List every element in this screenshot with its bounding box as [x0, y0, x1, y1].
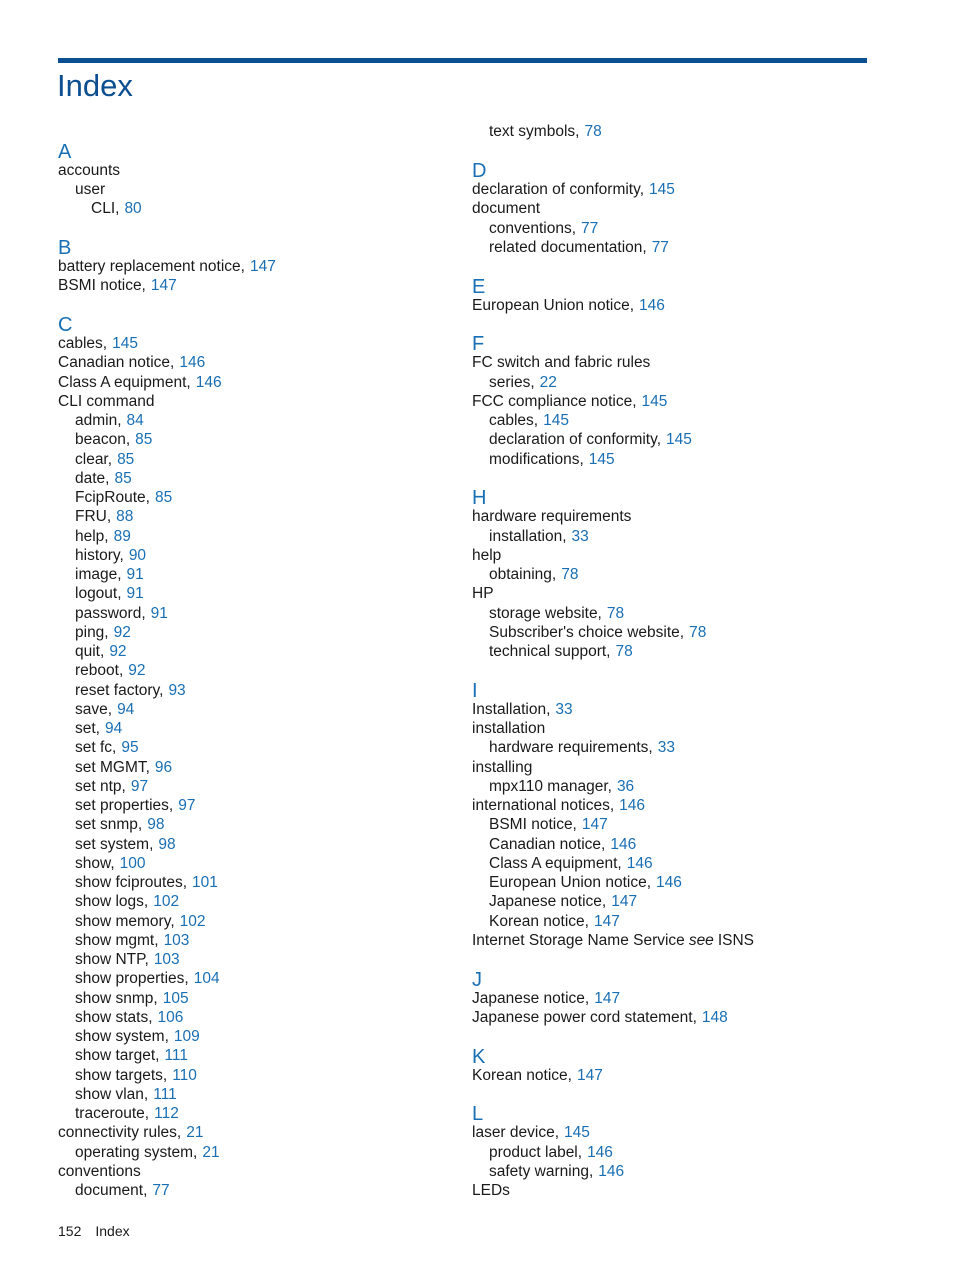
index-entry: [75, 931, 189, 951]
page-link[interactable]: 80: [124, 200, 142, 217]
index-entry: [472, 584, 494, 604]
index-entry: [489, 430, 692, 450]
index-entry: [472, 758, 532, 778]
page-link[interactable]: 147: [611, 893, 638, 910]
index-entry: [75, 815, 164, 835]
index-entry: [75, 681, 186, 701]
page-link[interactable]: 145: [641, 393, 668, 410]
page-link[interactable]: 111: [153, 1086, 177, 1103]
index-entry: [75, 1104, 179, 1124]
index-entry: [489, 912, 620, 932]
index-entry: [489, 873, 682, 893]
index-entry: [75, 1027, 200, 1047]
page-link[interactable]: 147: [576, 1067, 603, 1084]
index-term: user: [75, 181, 106, 198]
index-entry: [489, 1143, 613, 1163]
index-entry: [472, 392, 667, 412]
index-entry: [75, 507, 133, 527]
page-link[interactable]: 98: [158, 836, 176, 853]
page-link[interactable]: 101: [192, 874, 218, 891]
index-term: show,: [75, 855, 115, 872]
page-link[interactable]: 78: [689, 624, 707, 641]
index-term: safety warning,: [489, 1163, 594, 1180]
index-term: cables,: [58, 335, 108, 352]
page-link[interactable]: 105: [162, 990, 189, 1007]
index-term: beacon,: [75, 431, 131, 448]
page-link[interactable]: 104: [193, 970, 220, 987]
page-link[interactable]: 146: [656, 874, 682, 891]
index-letter-heading: D: [472, 160, 487, 182]
index-term: document,: [75, 1182, 148, 1199]
page-link[interactable]: 21: [202, 1144, 220, 1161]
index-term: clear,: [75, 451, 113, 468]
page-title: Index: [57, 68, 133, 103]
index-term: ping,: [75, 624, 109, 641]
index-term: installation: [472, 720, 546, 737]
index-term: help,: [75, 528, 109, 545]
page-link[interactable]: 94: [117, 701, 135, 718]
index-term: operating system,: [75, 1144, 198, 1161]
index-term: show target,: [75, 1047, 160, 1064]
index-term: declaration of conformity,: [472, 181, 645, 198]
index-term: show NTP,: [75, 951, 149, 968]
index-term: text symbols,: [489, 123, 580, 140]
index-entry: [489, 604, 624, 624]
index-entry: [75, 1143, 220, 1163]
page-link[interactable]: 110: [172, 1067, 197, 1084]
index-term: FRU,: [75, 508, 112, 525]
index-term: show stats,: [75, 1009, 153, 1026]
index-term: conventions: [58, 1163, 141, 1180]
page-link[interactable]: 85: [117, 451, 135, 468]
index-entry: [75, 565, 144, 585]
index-entry: [58, 257, 276, 277]
index-entry: [75, 604, 168, 624]
index-entry: [58, 373, 222, 393]
index-entry: [75, 642, 127, 662]
index-entry: [472, 1066, 603, 1086]
page-link[interactable]: 77: [651, 239, 669, 256]
index-term: Class A equipment,: [489, 855, 622, 872]
page-link[interactable]: 145: [564, 1124, 590, 1141]
index-term: conventions,: [489, 220, 577, 237]
index-entry: [489, 565, 578, 585]
index-term: obtaining,: [489, 566, 557, 583]
index-term: Japanese power cord statement,: [472, 1009, 697, 1026]
index-term: set properties,: [75, 797, 174, 814]
index-term: show snmp,: [75, 990, 158, 1007]
index-term: show fciproutes,: [75, 874, 187, 891]
index-letter-heading: J: [472, 969, 482, 991]
index-letter-heading: L: [472, 1103, 484, 1125]
index-term: show mgmt,: [75, 932, 159, 949]
page-link[interactable]: 145: [649, 181, 675, 198]
page-link[interactable]: 94: [104, 720, 123, 737]
index-entry: [75, 777, 148, 797]
index-entry: [75, 873, 218, 893]
index-letter-heading: K: [472, 1046, 486, 1068]
index-letter-heading: F: [472, 333, 485, 355]
index-letter-heading: A: [58, 141, 72, 163]
index-term: connectivity rules,: [58, 1124, 182, 1141]
index-entry: [472, 353, 650, 373]
index-entry: [75, 892, 179, 912]
index-entry: [472, 296, 665, 316]
index-entry: [75, 1046, 188, 1066]
see-reference-word: see: [688, 932, 714, 949]
index-entry: [75, 584, 144, 604]
index-entry: [489, 835, 636, 855]
page-link[interactable]: 147: [593, 913, 620, 930]
index-entry: [489, 815, 608, 835]
page-link[interactable]: 111: [164, 1047, 188, 1064]
index-term: European Union notice,: [472, 297, 635, 314]
index-term: FC switch and fabric rules: [472, 354, 651, 371]
index-entry: [489, 219, 598, 239]
index-entry: [75, 527, 131, 547]
index-term: LEDs: [472, 1182, 510, 1199]
index-term: laser device,: [472, 1124, 560, 1141]
index-term: declaration of conformity,: [489, 431, 662, 448]
index-term: show targets,: [75, 1067, 168, 1084]
page-link[interactable]: 145: [112, 335, 138, 352]
page-link[interactable]: 33: [571, 528, 589, 545]
index-term: CLI command: [58, 393, 155, 410]
index-term: international notices,: [472, 797, 615, 814]
page-link[interactable]: 145: [588, 451, 615, 468]
index-term: Subscriber's choice website,: [489, 624, 685, 641]
index-term: show vlan,: [75, 1086, 149, 1103]
index-entry: [75, 411, 144, 431]
index-letter-heading: I: [472, 680, 478, 702]
page-link[interactable]: 102: [179, 913, 206, 930]
page-link[interactable]: 145: [666, 431, 692, 448]
page-link[interactable]: 148: [701, 1009, 728, 1026]
index-entry: [75, 1008, 183, 1028]
index-term: HP: [472, 585, 494, 602]
see-reference-target: ISNS: [717, 932, 754, 949]
index-term: image,: [75, 566, 122, 583]
index-entry: [75, 738, 139, 758]
index-entry: [489, 854, 653, 874]
index-entry: [489, 527, 589, 547]
index-term: storage website,: [489, 605, 602, 622]
page-link[interactable]: 95: [121, 739, 139, 756]
index-term: hardware requirements,: [489, 739, 653, 756]
index-entry: [472, 1181, 510, 1201]
index-entry: [75, 1066, 197, 1086]
index-entry: [75, 488, 172, 508]
index-term: quit,: [75, 643, 105, 660]
index-term: series,: [489, 374, 535, 391]
page-link[interactable]: 78: [606, 605, 625, 622]
index-term: set fc,: [75, 739, 117, 756]
page-link[interactable]: 102: [153, 893, 180, 910]
page-link[interactable]: 98: [147, 816, 165, 833]
index-term: related documentation,: [489, 239, 647, 256]
index-entry: [58, 1162, 141, 1182]
index-term: accounts: [58, 162, 121, 179]
page-link[interactable]: 88: [116, 508, 134, 525]
index-term: set ntp,: [75, 778, 126, 795]
index-term: show logs,: [75, 893, 149, 910]
index-entry: [91, 199, 142, 219]
page-link[interactable]: 22: [539, 374, 557, 391]
index-term: European Union notice,: [489, 874, 652, 891]
page-link[interactable]: 146: [195, 374, 222, 391]
index-entry: [472, 1008, 728, 1028]
index-term: reboot,: [75, 662, 124, 679]
index-entry: [75, 1085, 177, 1105]
index-term: installation,: [489, 528, 567, 545]
page-link[interactable]: 21: [186, 1124, 204, 1141]
page-link[interactable]: 78: [561, 566, 579, 583]
page-link[interactable]: 78: [584, 123, 602, 140]
index-term: Korean notice,: [472, 1067, 572, 1084]
index-term: history,: [75, 547, 124, 564]
index-entry: [75, 912, 206, 932]
index-entry: [472, 700, 573, 720]
index-entry: [75, 854, 146, 874]
index-entry: [75, 450, 134, 470]
page-footer: [58, 1222, 130, 1240]
index-entry: [58, 334, 138, 354]
index-entry: [489, 777, 634, 797]
page-link[interactable]: 33: [555, 701, 573, 718]
page-link[interactable]: 97: [130, 778, 149, 795]
index-entry: [472, 989, 620, 1009]
index-term: installing: [472, 759, 533, 776]
index-term: set system,: [75, 836, 154, 853]
index-term: technical support,: [489, 643, 611, 660]
index-entry: [75, 969, 220, 989]
index-entry: [75, 719, 122, 739]
index-term: BSMI notice,: [489, 816, 577, 833]
index-term: password,: [75, 605, 146, 622]
index-term: Canadian notice,: [58, 354, 175, 371]
index-term: show memory,: [75, 913, 175, 930]
index-entry: [75, 180, 105, 200]
index-entry: [75, 546, 146, 566]
index-entry: [75, 623, 131, 643]
page-link[interactable]: 77: [152, 1182, 170, 1199]
index-entry: [472, 796, 645, 816]
index-term: date,: [75, 470, 110, 487]
page-link[interactable]: 92: [109, 643, 127, 660]
index-entry: [489, 238, 669, 258]
index-term: FCC compliance notice,: [472, 393, 637, 410]
index-term: BSMI notice,: [58, 277, 146, 294]
index-entry: [58, 276, 177, 296]
page-link[interactable]: 146: [179, 354, 206, 371]
index-entry: [472, 546, 501, 566]
index-entry: [75, 430, 152, 450]
footer-page-number: 152: [58, 1223, 82, 1239]
index-term: save,: [75, 701, 113, 718]
page-link[interactable]: 91: [126, 585, 144, 602]
page-link[interactable]: 146: [626, 855, 653, 872]
index-entry: [472, 199, 540, 219]
page-link[interactable]: 146: [639, 297, 665, 314]
index-entry: [472, 931, 754, 951]
page-link[interactable]: 89: [113, 528, 131, 545]
index-term: Japanese notice,: [472, 990, 590, 1007]
index-term: set,: [75, 720, 100, 737]
page-link[interactable]: 93: [168, 682, 186, 699]
index-term: help: [472, 547, 502, 564]
index-entry: [75, 796, 195, 816]
page-link[interactable]: 92: [113, 624, 131, 641]
index-entry: [75, 700, 134, 720]
index-entry: [489, 738, 675, 758]
index-letter-heading: C: [58, 314, 73, 336]
index-term: traceroute,: [75, 1105, 150, 1122]
page-link[interactable]: 103: [163, 932, 190, 949]
index-entry: [489, 122, 602, 142]
index-entry: [489, 411, 569, 431]
page-link[interactable]: 147: [594, 990, 621, 1007]
index-entry: [75, 989, 189, 1009]
page-link[interactable]: 97: [178, 797, 196, 814]
page-link[interactable]: 33: [657, 739, 675, 756]
page-link[interactable]: 84: [126, 412, 144, 429]
page-link[interactable]: 103: [153, 951, 180, 968]
page-link[interactable]: 100: [119, 855, 146, 872]
index-entry: [75, 1181, 170, 1201]
index-entry: [489, 623, 706, 643]
index-entry: [472, 719, 545, 739]
index-entry: [75, 469, 132, 489]
index-entry: [489, 892, 637, 912]
index-letter-heading: H: [472, 487, 487, 509]
index-term: Korean notice,: [489, 913, 589, 930]
page-link[interactable]: 92: [128, 662, 146, 679]
index-entry: [58, 392, 154, 412]
page-link[interactable]: 146: [598, 1163, 625, 1180]
page-link[interactable]: 146: [610, 836, 637, 853]
index-entry: [58, 353, 205, 373]
index-entry: [489, 450, 615, 470]
page-link[interactable]: 146: [587, 1144, 613, 1161]
page-link[interactable]: 85: [135, 431, 153, 448]
page-link[interactable]: 145: [543, 412, 569, 429]
index-entry: [472, 507, 631, 527]
index-term: Canadian notice,: [489, 836, 606, 853]
index-letter-heading: B: [58, 237, 72, 259]
index-entry: [58, 1123, 203, 1143]
index-entry: [489, 642, 633, 662]
index-letter-heading: E: [472, 276, 486, 298]
index-term: Installation,: [472, 701, 551, 718]
page-link[interactable]: 91: [126, 566, 144, 583]
index-entry: [489, 373, 557, 393]
page-link[interactable]: 106: [157, 1009, 184, 1026]
page-link[interactable]: 147: [150, 277, 177, 294]
index-term: mpx110 manager,: [489, 778, 612, 795]
page-link[interactable]: 147: [581, 816, 608, 833]
index-term: cables,: [489, 412, 539, 429]
index-entry: [75, 661, 146, 681]
page-link[interactable]: 77: [581, 220, 599, 237]
index-entry: [75, 758, 172, 778]
index-term: modifications,: [489, 451, 584, 468]
page-link[interactable]: 109: [173, 1028, 200, 1045]
page-link[interactable]: 112: [154, 1105, 179, 1122]
page-link[interactable]: 78: [615, 643, 633, 660]
index-term: Class A equipment,: [58, 374, 191, 391]
index-term: battery replacement notice,: [58, 258, 245, 275]
index-entry: [75, 950, 180, 970]
index-term: admin,: [75, 412, 122, 429]
index-term: hardware requirements: [472, 508, 632, 525]
page-link[interactable]: 96: [154, 759, 173, 776]
page-link[interactable]: 91: [150, 605, 168, 622]
page-link[interactable]: 85: [154, 489, 173, 506]
page-link[interactable]: 85: [114, 470, 132, 487]
index-term: FcipRoute,: [75, 489, 150, 506]
index-term: Internet Storage Name Service: [472, 932, 685, 949]
index-term: show properties,: [75, 970, 189, 987]
index-term: document: [472, 200, 541, 217]
index-term: product label,: [489, 1144, 583, 1161]
index-entry: [75, 835, 176, 855]
header-rule: [58, 58, 867, 63]
page-link[interactable]: 36: [616, 778, 635, 795]
page-link[interactable]: 146: [619, 797, 646, 814]
index-term: logout,: [75, 585, 122, 602]
index-term: show system,: [75, 1028, 169, 1045]
index-term: set MGMT,: [75, 759, 150, 776]
index-term: Japanese notice,: [489, 893, 607, 910]
index-term: reset factory,: [75, 682, 164, 699]
page-link[interactable]: 147: [249, 258, 276, 275]
footer-section: Index: [95, 1223, 130, 1239]
index-entry: [489, 1162, 624, 1182]
index-entry: [472, 1123, 590, 1143]
index-entry: [472, 180, 675, 200]
index-entry: [58, 161, 120, 181]
index-term: CLI,: [91, 200, 120, 217]
page-link[interactable]: 90: [128, 547, 147, 564]
index-term: set snmp,: [75, 816, 143, 833]
